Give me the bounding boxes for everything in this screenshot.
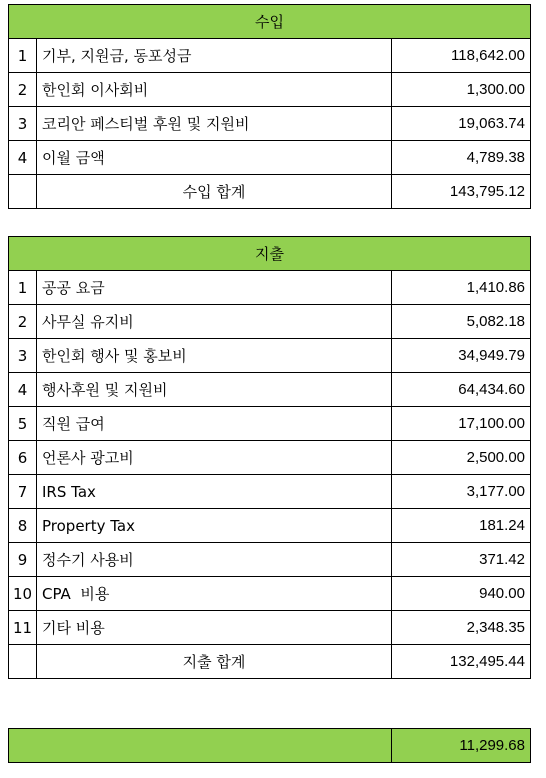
row-item: IRS Tax [37, 475, 392, 509]
row-item: 정수기 사용비 [37, 543, 392, 577]
row-amount: 34,949.79 [392, 339, 531, 373]
row-amount: 4,789.38 [392, 141, 531, 175]
row-amount: 2,500.00 [392, 441, 531, 475]
income-total-amount: 143,795.12 [392, 175, 531, 209]
row-amount: 19,063.74 [392, 107, 531, 141]
row-amount: 940.00 [392, 577, 531, 611]
balance-row [9, 729, 531, 763]
row-number: 1 [9, 271, 37, 305]
row-amount: 1,410.86 [392, 271, 531, 305]
balance-table [8, 728, 531, 763]
expense-row [9, 271, 531, 305]
expense-row [9, 407, 531, 441]
expense-row [9, 305, 531, 339]
expense-total-amount: 132,495.44 [392, 645, 531, 679]
row-item: 사무실 유지비 [37, 305, 392, 339]
expense-table [8, 236, 531, 679]
row-item: 행사후원 및 지원비 [37, 373, 392, 407]
income-row [9, 73, 531, 107]
row-amount: 17,100.00 [392, 407, 531, 441]
expense-title: 지출 [9, 237, 531, 271]
row-item: Property Tax [37, 509, 392, 543]
expense-row [9, 543, 531, 577]
row-number: 5 [9, 407, 37, 441]
row-number: 8 [9, 509, 37, 543]
row-number: 4 [9, 141, 37, 175]
expense-row [9, 611, 531, 645]
expense-row [9, 475, 531, 509]
row-item: 이월 금액 [37, 141, 392, 175]
row-item: 기타 비용 [37, 611, 392, 645]
row-number: 9 [9, 543, 37, 577]
row-item: 공공 요금 [37, 271, 392, 305]
income-row [9, 39, 531, 73]
row-item: 한인회 이사회비 [37, 73, 392, 107]
row-amount: 118,642.00 [392, 39, 531, 73]
income-title: 수입 [9, 5, 531, 39]
row-amount: 3,177.00 [392, 475, 531, 509]
income-total-label: 수입 합계 [37, 175, 392, 209]
expense-row [9, 577, 531, 611]
income-total-row [9, 175, 531, 209]
row-number: 2 [9, 73, 37, 107]
income-row [9, 107, 531, 141]
expense-row [9, 339, 531, 373]
row-amount: 1,300.00 [392, 73, 531, 107]
balance-amount: 11,299.68 [392, 729, 531, 763]
total-blank-cell [9, 645, 37, 679]
expense-total-row [9, 645, 531, 679]
row-amount: 371.42 [392, 543, 531, 577]
row-number: 2 [9, 305, 37, 339]
row-number: 6 [9, 441, 37, 475]
expense-header-row [9, 237, 531, 271]
row-number: 4 [9, 373, 37, 407]
row-item: 직원 급여 [37, 407, 392, 441]
row-number: 1 [9, 39, 37, 73]
row-number: 10 [9, 577, 37, 611]
row-amount: 181.24 [392, 509, 531, 543]
income-header-row [9, 5, 531, 39]
expense-row [9, 373, 531, 407]
expense-total-label: 지출 합계 [37, 645, 392, 679]
row-item: 언론사 광고비 [37, 441, 392, 475]
row-number: 7 [9, 475, 37, 509]
row-item: 한인회 행사 및 홍보비 [37, 339, 392, 373]
row-amount: 64,434.60 [392, 373, 531, 407]
row-amount: 2,348.35 [392, 611, 531, 645]
expense-row [9, 441, 531, 475]
total-blank-cell [9, 175, 37, 209]
income-row [9, 141, 531, 175]
row-number: 11 [9, 611, 37, 645]
row-item: CPA 비용 [37, 577, 392, 611]
balance-label [9, 729, 392, 763]
row-number: 3 [9, 339, 37, 373]
row-item: 기부, 지원금, 동포성금 [37, 39, 392, 73]
row-amount: 5,082.18 [392, 305, 531, 339]
income-table [8, 4, 531, 209]
row-item: 코리안 페스티벌 후원 및 지원비 [37, 107, 392, 141]
expense-row [9, 509, 531, 543]
row-number: 3 [9, 107, 37, 141]
